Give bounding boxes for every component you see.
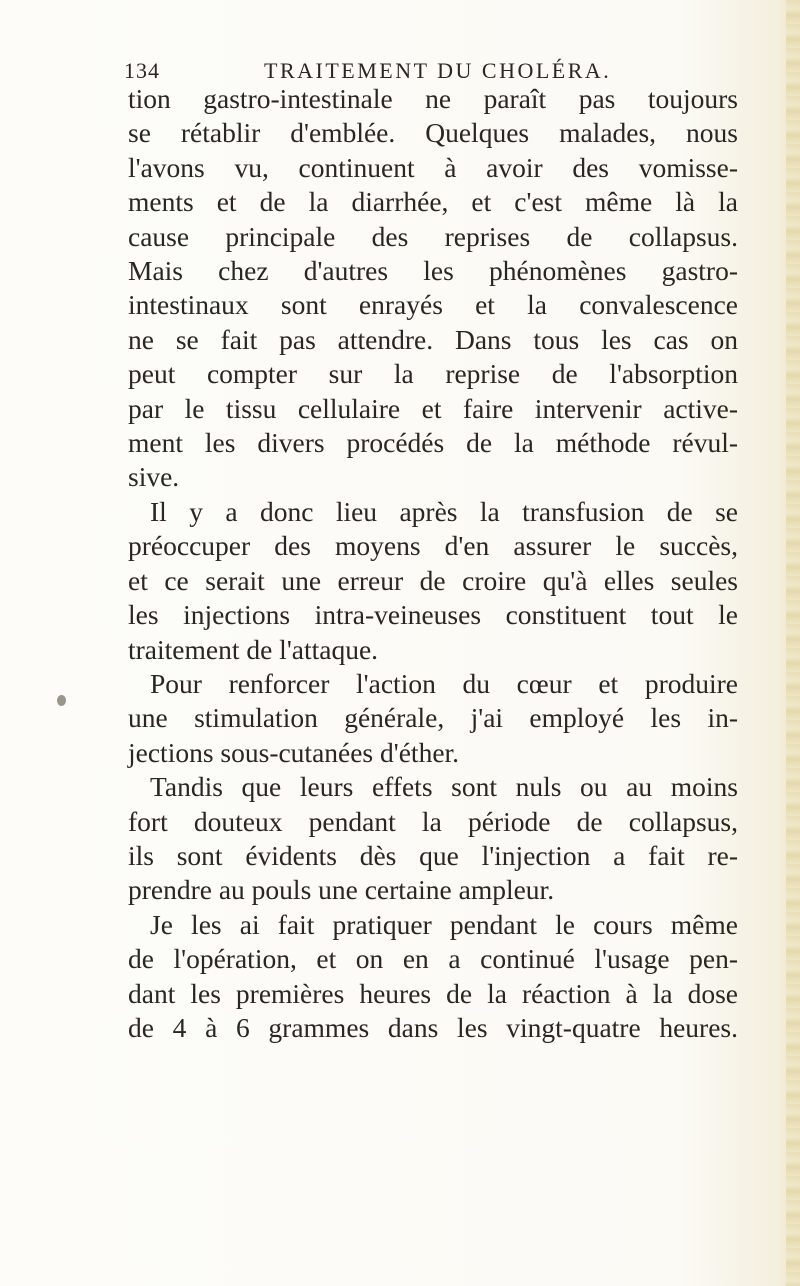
text-line: Tandis que leurs effets sont nuls ou au moins [150, 771, 738, 803]
body-text [128, 82, 738, 1045]
text-line: ils sont évidents dès que l'injection a fait re- [128, 839, 738, 871]
text-line: traitement de l'attaque. [128, 633, 379, 665]
text-line: les injections intra-veineuses constituent tout le [128, 599, 738, 631]
text-line: dant les premières heures de la réaction à la dose [128, 977, 738, 1009]
text-line: l'avons vu, continuent à avoir des vomisse- [128, 151, 738, 183]
page-number: 134 [124, 58, 160, 83]
text-line: peut compter sur la reprise de l'absorption [128, 358, 738, 390]
text-line: de l'opération, et on en a continué l'usage pen- [128, 943, 738, 975]
text-line: prendre au pouls une certaine ampleur. [128, 874, 555, 906]
text-line: de 4 à 6 grammes dans les vingt-quatre heures. [128, 1011, 738, 1043]
text-line: et ce serait une erreur de croire qu'à elles seules [128, 564, 738, 596]
running-title: TRAITEMENT DU CHOLÉRA. [264, 58, 612, 83]
text-line: intestinaux sont enrayés et la convalescence [128, 289, 738, 321]
text-line: Mais chez d'autres les phénomènes gastro- [128, 255, 738, 287]
text-line: Je les ai fait pratiquer pendant le cours même [150, 908, 738, 940]
text-line: fort douteux pendant la période de collapsus, [128, 805, 738, 837]
text-line: ment les divers procédés de la méthode révul- [128, 427, 738, 459]
text-line: jections sous-cutanées d'éther. [128, 736, 460, 768]
text-line: préoccuper des moyens d'en assurer le succès, [128, 530, 738, 562]
text-line: sive. [128, 461, 180, 493]
text-line: ne se fait pas attendre. Dans tous les cas on [128, 323, 738, 355]
text-line: par le tissu cellulaire et faire intervenir active- [128, 392, 738, 424]
text-line: Il y a donc lieu après la transfusion de se [150, 495, 738, 527]
ink-speck [57, 695, 66, 706]
page-edge [786, 0, 800, 1286]
text-line: ments et de la diarrhée, et c'est même là la [128, 186, 738, 218]
text-line: se rétablir d'emblée. Quelques malades, nous [128, 117, 738, 149]
text-line: une stimulation générale, j'ai employé les in- [128, 702, 738, 734]
text-line: tion gastro-intestinale ne paraît pas toujours [128, 83, 738, 114]
text-line: cause principale des reprises de collapsus. [128, 220, 738, 252]
text-line: Pour renforcer l'action du cœur et produire [150, 667, 738, 699]
